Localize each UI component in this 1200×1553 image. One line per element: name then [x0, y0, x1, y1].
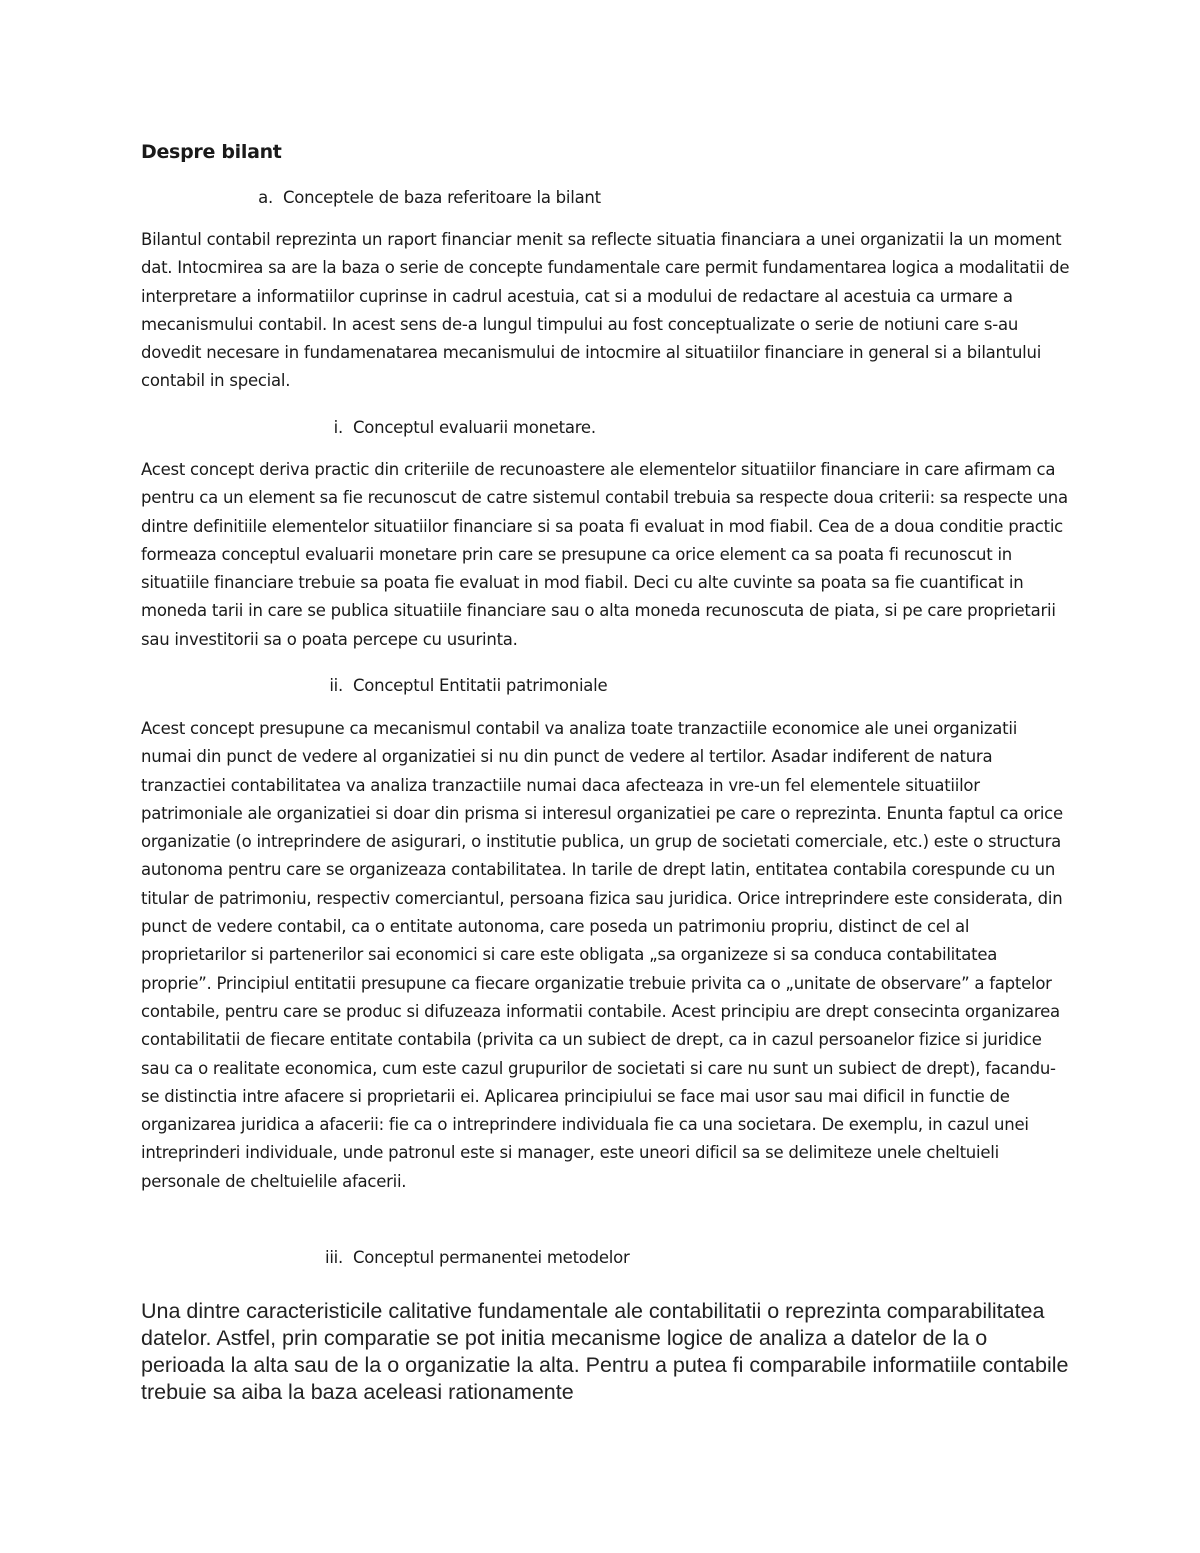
section-heading-ii: [329, 676, 608, 695]
section-heading-text: Conceptele de baza referitoare la bilant: [283, 188, 601, 207]
section-heading-text: Conceptul evaluarii monetare.: [353, 418, 596, 437]
paragraph-evaluare-monetara: Acest concept deriva practic din criteriile de recunoastere ale elementelor situatiilor financiare in care afirmam ca pentru ca un element sa fie recunoscut de catre sistemul contabil trebuia sa respecte doua criterii: sa respecte una dintre definitiile elementelor situatiilor financiare si sa poata fi evaluat in mod fiabil. Cea de a doua conditie practic formeaza conceptul evaluarii monetare prin care se presupune ca orice element ca sa poata fi recunoscut in situatiile financiare trebuie sa poata fie evaluat in mod fiabil. Deci cu alte cuvinte sa poata sa fie cuantificat in moneda tarii in care se publica situatiile financiare sau o alta moneda recunoscuta de piata, si pe care proprietarii sau investitorii sa o poata percepe cu usurinta.: [141, 460, 1068, 649]
paragraph-permanenta-metodelor: Una dintre caracteristicile calitative fundamentale ale contabilitatii o reprezinta comparabilitatea datelor. Astfel, prin comparatie se pot initia mecanisme logice de analiza a datelor de la o perioada la alta sau de la o organizatie la alta. Pentru a putea fi comparabile informatiile contabile trebuie sa aiba la baza aceleasi rationamente: [141, 1299, 1069, 1404]
section-heading-iii: [325, 1248, 630, 1267]
section-heading-a: [258, 188, 601, 207]
section-heading-i: [333, 418, 596, 437]
section-heading-text: Conceptul Entitatii patrimoniale: [353, 676, 608, 695]
section-heading-text: Conceptul permanentei metodelor: [353, 1248, 630, 1267]
list-marker: i.: [333, 418, 343, 437]
list-marker: a.: [258, 188, 273, 207]
list-marker: ii.: [329, 676, 343, 695]
list-marker: iii.: [325, 1248, 343, 1267]
paragraph-entitate-patrimoniala: Acest concept presupune ca mecanismul contabil va analiza toate tranzactiile economice ale unei organizatii numai din punct de vedere al organizatiei si nu din punct de vedere al tertilor. Asadar indiferent de natura tranzactiei contabilitatea va analiza tranzactiile numai daca afecteaza in vre-un fel elementele situatiilor patrimoniale ale organizatiei si doar din prisma si interesul organizatiei pe care o reprezinta. Enunta faptul ca orice organizatie (o intreprindere de asigurari, o institutie publica, un grup de societati comerciale, etc.) este o structura autonoma pentru care se organizeaza contabilitatea. In tarile de drept latin, entitatea contabila corespunde cu un titular de patrimoniu, respectiv comerciantul, persoana fizica sau juridica. Orice intreprindere este considerata, din punct de vedere contabil, ca o entitate autonoma, care poseda un patrimoniu propriu, distinct de cel al proprietarilor si partenerilor sai economici si care este obligata „sa organizeze si sa conduca contabilitatea proprie”. Principiul entitatii presupune ca fiecare organizatie trebuie privita ca o „unitate de observare” a faptelor contabile, pentru care se produc si difuzeaza informatii contabile. Acest principiu are drept consecinta organizarea contabilitatii de fiecare entitate contabila (privita ca un subiect de drept, ca in cazul persoanelor fizice si juridice sau ca o realitate economica, cum este cazul grupurilor de societati si care nu sunt un subiect de drept), facandu-se distinctia intre afacere si proprietarii ei. Aplicarea principiului se face mai usor sau mai dificil in functie de organizarea juridica a afacerii: fie ca o intreprindere individuala fie ca una societara. De exemplu, in cazul unei intreprinderi individuale, unde patronul este si manager, este uneori dificil sa se delimiteze unele cheltuieli personale de cheltuielile afacerii.: [141, 719, 1063, 1191]
document-title: Despre bilant: [141, 141, 282, 163]
paragraph-concepte-baza: Bilantul contabil reprezinta un raport financiar menit sa reflecte situatia financiara a unei organizatii la un moment dat. Intocmirea sa are la baza o serie de concepte fundamentale care permit fundamentarea logica a modalitatii de interpretare a informatiilor cuprinse in cadrul acestuia, cat si a modului de redactare al acestuia ca urmare a mecanismului contabil. In acest sens de-a lungul timpului au fost conceptualizate o serie de notiuni care s-au dovedit necesare in fundamenatarea mecanismului de intocmire al situatiilor financiare in general si a bilantului contabil in special.: [141, 230, 1070, 391]
